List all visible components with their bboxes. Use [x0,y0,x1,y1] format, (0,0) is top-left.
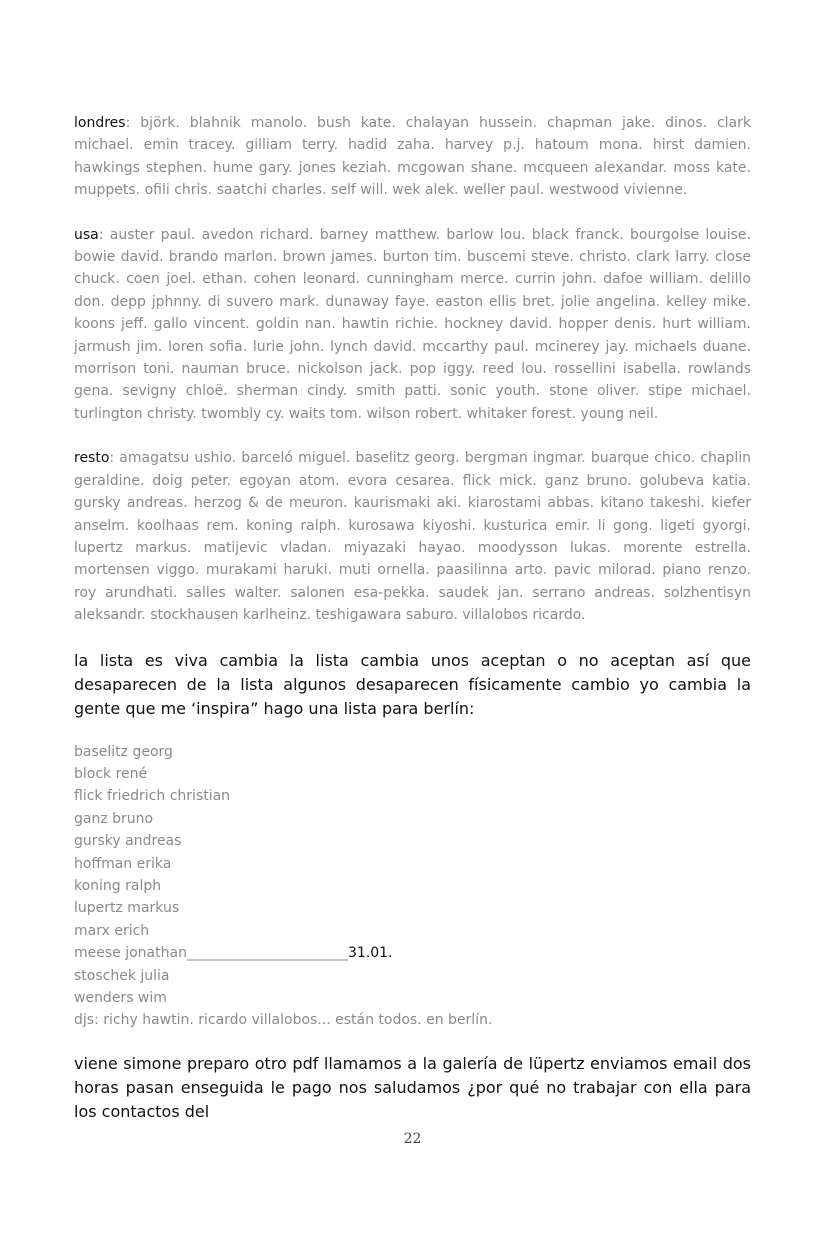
prose-paragraph-1: la lista es viva cambia la lista cambia unos aceptan o no aceptan así que desaparecen de la lista algunos desaparecen físicamente cambio yo cambia la gente que me ‘inspira” hago una lista para berlín: [74,650,751,718]
section-resto-text: : amagatsu ushio. barceló miguel. baselitz georg. bergman ingmar. buarque chico. chaplin geraldine. doig peter. egoyan atom. evora cesarea. flick mick. ganz bruno. golubeva katia. gursky andreas. herzog & de meuron. kaurismaki aki. kiarostami abbas. kitano takeshi. kiefer anselm. koolhaas rem. koning ralph. kurosawa kiyoshi. kusturica emir. li gong. ligeti gyorgi. lupertz markus. matijevic vladan. miyazaki hayao. moodysson lukas. morente estrella. mortensen viggo. murakami haruki. muti ornella. paasilinna arto. pavic milorad. piano renzo. roy arundhati. salles walter. salonen esa-pekka. saudek jan. serrano andreas. solzhentisyn aleksandr. stockhausen karlheinz. teshigawara saburo. villalobos ricardo. [74,450,751,624]
list-item: hoffman erika [74,855,172,872]
section-londres-label: londres [74,115,126,131]
section-londres-text: : björk. blahnik manolo. bush kate. chalayan hussein. chapman jake. dinos. clark michael. emin tracey. gilliam terry. hadid zaha. harvey p.j. hatoum mona. hirst damien. hawkings stephen. hume gary. jones keziah. mcgowan shane. mcqueen alexandar. moss kate. muppets. ofili chris. saatchi charles. self will. wek alek. weller paul. westwood vivienne. [74,115,751,199]
list-item: block rené [74,765,148,782]
section-usa-label: usa [74,226,99,243]
list-item: baselitz georg [74,743,173,760]
list-item: flick friedrich christian [74,788,231,805]
list-item-meese [74,942,751,964]
list-item: wenders wim [74,990,167,1006]
list-item: gursky andreas [74,833,182,850]
prose-paragraph-2: viene simone preparo otro pdf llamamos a la galería de lüpertz enviamos email dos horas pasan enseguida le pago nos saludamos ¿por qué no trabajar con ella para los contactos del [74,1053,751,1121]
page-body [74,112,751,1124]
section-resto [74,447,751,626]
section-londres [74,112,751,202]
list-item: lupertz markus [74,900,180,917]
page-number: 22 [403,1131,422,1147]
list-item: stoschek julia [74,967,170,984]
section-usa [74,224,751,426]
list-item: ganz bruno [74,810,154,827]
djs-line: djs: richy hawtin. ricardo villalobos... están todos. en berlín. [74,1012,493,1029]
meese-date: 31.01. [347,945,393,962]
list-item-meese-name: meese jonathan_______________________ [74,945,348,962]
section-usa-text: : auster paul. avedon richard. barney matthew. barlow lou. black franck. bourgoise louise. bowie david. brando marlon. brown james. burton tim. buscemi steve. christo. clark larry. close chuck. coen joel. ethan. cohen leonard. cunningham merce. currin john. dafoe william. delillo don. depp jphnny. di suvero mark. dunaway faye. easton ellis bret. jolie angelina. kelley mike. koons jeff. gallo vincent. goldin nan. hawtin richie. hockney david. hopper denis. hurt william. jarmush jim. loren sofia. lurie john. lynch david. mccarthy paul. mcinerey jay. michaels duane. morrison toni. nauman bruce. nickolson jack. pop iggy. reed lou. rossellini isabella. rowlands gena. sevigny chloë. sherman cindy. smith patti. sonic youth. stone oliver. stipe michael. turlington christy. twombly cy. waits tom. wilson robert. whitaker forest. young neil. [74,226,751,422]
section-resto-label: resto [74,450,110,467]
list-item: koning ralph [74,877,162,894]
list-item: marx erich [74,922,150,939]
berlin-list [74,741,751,1010]
